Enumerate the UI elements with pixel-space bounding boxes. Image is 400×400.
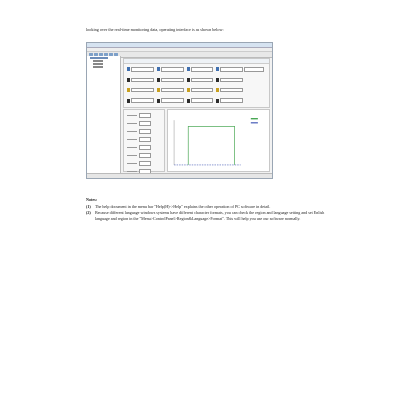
param-label bbox=[127, 123, 137, 125]
note-text: Because different language windows systems have different character formats, you can check the region and language setting and set Enlish language and region in the "Menu>ControlPanel>Region&Language>Format". This will help you use our software normally. bbox=[95, 210, 325, 222]
realtime-data-panel bbox=[123, 58, 270, 108]
param-label bbox=[127, 139, 137, 141]
data-cell bbox=[187, 75, 214, 84]
battery-icon bbox=[216, 78, 219, 82]
param-field bbox=[139, 129, 151, 134]
data-cell bbox=[187, 86, 214, 95]
trend-chart-svg bbox=[168, 110, 269, 171]
screenshot-status-bar bbox=[87, 173, 272, 178]
param-row bbox=[127, 153, 161, 158]
value-box bbox=[131, 98, 154, 103]
panel-header bbox=[124, 59, 269, 64]
param-field bbox=[139, 145, 151, 150]
tree-node bbox=[93, 60, 103, 62]
value-box bbox=[220, 67, 243, 72]
pv-icon bbox=[157, 67, 160, 71]
software-screenshot bbox=[86, 42, 273, 179]
battery-icon bbox=[187, 78, 190, 82]
note-text: The help document in the menu bar "Help(H)->Help" explains the other operation of PC software in detail. bbox=[95, 203, 271, 209]
value-box bbox=[220, 78, 243, 83]
param-row bbox=[127, 161, 161, 166]
param-field bbox=[139, 137, 151, 142]
trend-chart bbox=[167, 109, 270, 172]
notes-section bbox=[86, 197, 326, 223]
device-tree bbox=[87, 56, 121, 174]
value-box bbox=[131, 88, 154, 93]
param-row bbox=[127, 145, 161, 150]
value-box bbox=[131, 67, 154, 72]
intro-text: looking over the real-time monitoring data, operating interface is as shown below: bbox=[86, 27, 224, 32]
note-item bbox=[86, 210, 326, 223]
tree-node bbox=[93, 66, 103, 68]
tree-node bbox=[93, 63, 103, 65]
data-cell bbox=[187, 65, 214, 74]
param-label bbox=[127, 163, 137, 165]
pv-icon bbox=[187, 67, 190, 71]
notes-title: Notes: bbox=[86, 197, 98, 202]
param-label bbox=[127, 131, 137, 133]
param-field bbox=[139, 153, 151, 158]
load-icon bbox=[187, 88, 190, 92]
value-box bbox=[191, 88, 214, 93]
param-label bbox=[127, 147, 137, 149]
data-cell bbox=[187, 96, 214, 105]
param-row bbox=[127, 121, 161, 126]
value-box bbox=[161, 78, 184, 83]
data-cell bbox=[157, 75, 184, 84]
data-grid bbox=[127, 65, 243, 105]
param-label bbox=[127, 155, 137, 157]
param-label bbox=[127, 115, 137, 117]
param-field bbox=[139, 161, 151, 166]
note-number: (1) bbox=[86, 203, 91, 209]
value-box bbox=[191, 78, 214, 83]
data-cell bbox=[157, 65, 184, 74]
value-box bbox=[131, 78, 154, 83]
value-box bbox=[191, 67, 214, 72]
value-box bbox=[191, 98, 214, 103]
load-icon bbox=[127, 88, 130, 92]
data-cell bbox=[216, 65, 243, 74]
screenshot-body bbox=[87, 56, 272, 174]
note-number: (2) bbox=[86, 210, 91, 216]
data-cell bbox=[157, 86, 184, 95]
parameter-panel bbox=[123, 109, 165, 172]
param-field bbox=[139, 121, 151, 126]
device-icon bbox=[216, 99, 219, 103]
param-row bbox=[127, 137, 161, 142]
data-cell bbox=[216, 86, 243, 95]
data-cell bbox=[216, 75, 243, 84]
load-icon bbox=[216, 88, 219, 92]
param-row bbox=[127, 113, 161, 118]
legend-swatch bbox=[251, 122, 258, 123]
data-cell bbox=[127, 96, 154, 105]
panel-side-field bbox=[244, 67, 264, 72]
data-cell bbox=[157, 96, 184, 105]
device-icon bbox=[157, 99, 160, 103]
data-cell bbox=[127, 75, 154, 84]
value-box bbox=[161, 88, 184, 93]
value-box bbox=[161, 67, 184, 72]
param-field bbox=[139, 113, 151, 118]
load-icon bbox=[157, 88, 160, 92]
value-box bbox=[220, 98, 243, 103]
data-cell bbox=[127, 65, 154, 74]
value-box bbox=[161, 98, 184, 103]
data-cell bbox=[216, 96, 243, 105]
device-icon bbox=[127, 99, 130, 103]
value-box bbox=[220, 88, 243, 93]
battery-icon bbox=[157, 78, 160, 82]
pv-icon bbox=[216, 67, 219, 71]
legend-swatch bbox=[251, 118, 258, 119]
tree-node bbox=[90, 57, 108, 59]
param-row bbox=[127, 129, 161, 134]
data-cell bbox=[127, 86, 154, 95]
battery-icon bbox=[127, 78, 130, 82]
device-icon bbox=[187, 99, 190, 103]
pv-icon bbox=[127, 67, 130, 71]
